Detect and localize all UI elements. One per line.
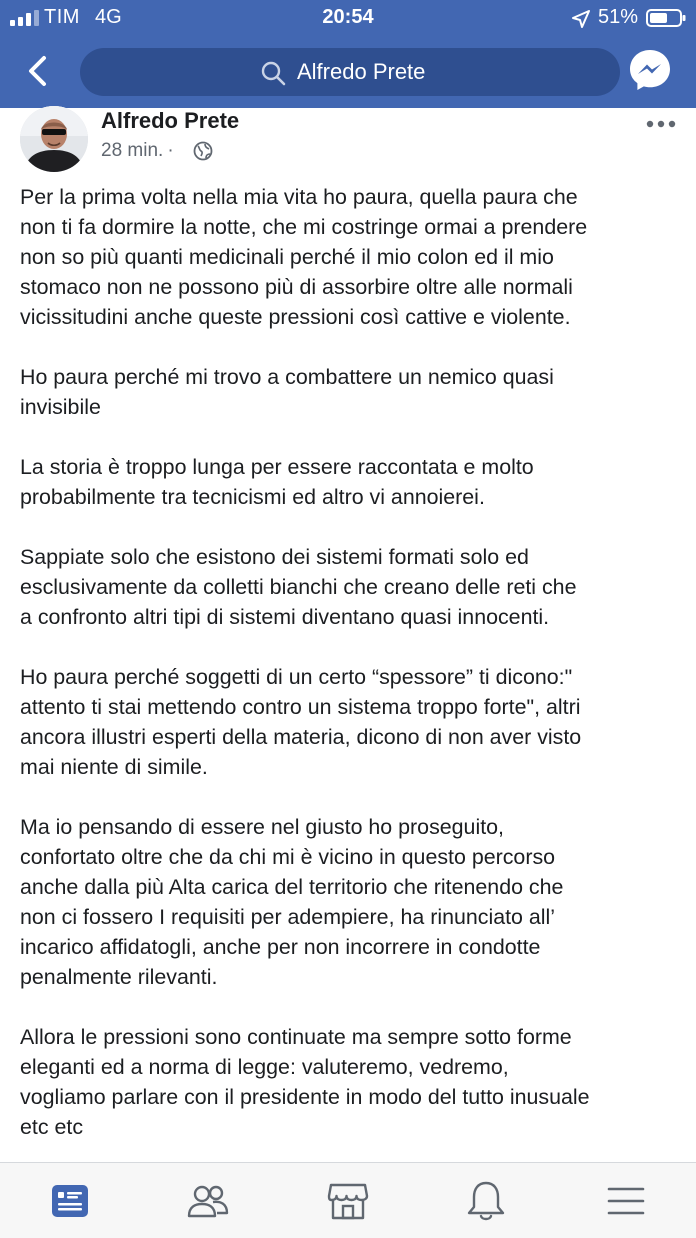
tab-notifications[interactable] <box>464 1179 508 1223</box>
post-paragraph: La storia è troppo lunga per essere raccontata e molto probabilmente tra tecnicismi ed altro vi annoierei. <box>20 455 534 509</box>
post-paragraph: Per la prima volta nella mia vita ho paura, quella paura che non ti fa dormire la notte, che mi costringe ormai a prendere non so più quanti medicinali perché il mio colon ed il mio stomaco non ne possono più di assorbire oltre alle normali vicissitudini anche queste pressioni così cattive e violente. <box>20 185 588 329</box>
messenger-icon[interactable] <box>628 48 672 92</box>
search-query-text: Alfredo Prete <box>297 59 426 84</box>
tab-marketplace[interactable] <box>326 1179 370 1223</box>
news-feed-icon <box>48 1179 92 1223</box>
hamburger-menu-icon <box>604 1179 648 1223</box>
marketplace-icon <box>326 1179 370 1223</box>
post-timestamp[interactable]: 28 min. <box>101 140 164 161</box>
post-paragraph: Sappiate solo che esistono dei sistemi formati solo ed esclusivamente da colletti bianchi che creano delle reti che a confronto altri tipi di sistemi diventano quasi innocenti. <box>20 545 577 629</box>
bottom-tab-bar <box>0 1162 696 1238</box>
tab-menu[interactable] <box>604 1179 648 1223</box>
back-arrow-icon[interactable] <box>24 54 52 88</box>
top-header <box>0 0 696 108</box>
post-paragraph: Allora le pressioni sono continuate ma sempre sotto forme eleganti ed a norma di legge: valuteremo, vedremo, vogliamo parlare con il presidente in modo del tutto inusuale etc etc <box>20 1025 590 1139</box>
post-paragraph: Ho paura perché soggetti di un certo “spessore” ti dicono:" attento ti stai mettendo contro un sistema troppo forte", altri ancora illustri esperti della materia, dicono di non aver visto mai niente di simile. <box>20 665 582 779</box>
tab-news-feed[interactable] <box>48 1179 92 1223</box>
search-icon <box>260 60 286 86</box>
public-globe-icon <box>193 141 213 161</box>
network-type: 4G <box>95 6 122 28</box>
author-name[interactable]: Alfredo Prete <box>101 108 240 133</box>
navigation-bar <box>0 40 696 104</box>
carrier-name: TIM <box>44 6 80 28</box>
battery-icon <box>646 9 686 27</box>
post-meta <box>101 140 178 162</box>
more-options-icon[interactable] <box>646 118 676 130</box>
post-paragraph: Ho paura perché mi trovo a combattere un nemico quasi invisibile <box>20 365 554 419</box>
author-avatar[interactable] <box>20 106 88 172</box>
friends-icon <box>186 1179 230 1223</box>
location-arrow-icon <box>572 10 590 28</box>
status-time: 20:54 <box>322 6 374 28</box>
notification-bell-icon <box>464 1179 508 1223</box>
tab-friends[interactable] <box>186 1179 230 1223</box>
post-text <box>20 182 680 1172</box>
status-bar <box>0 0 696 36</box>
meta-separator: · <box>167 140 174 161</box>
search-bar[interactable] <box>80 48 620 96</box>
battery-percentage: 51% <box>598 6 639 28</box>
post-paragraph: Ma io pensando di essere nel giusto ho proseguito, confortato oltre che da chi mi è vicino in questo percorso anche dalla più Alta carica del territorio che ritenendo che non ci fossero I requisiti per adempiere, ha rinunciato all’ incarico affidatogli, anche per non incorrere in condotte penalmente rilevanti. <box>20 815 564 989</box>
